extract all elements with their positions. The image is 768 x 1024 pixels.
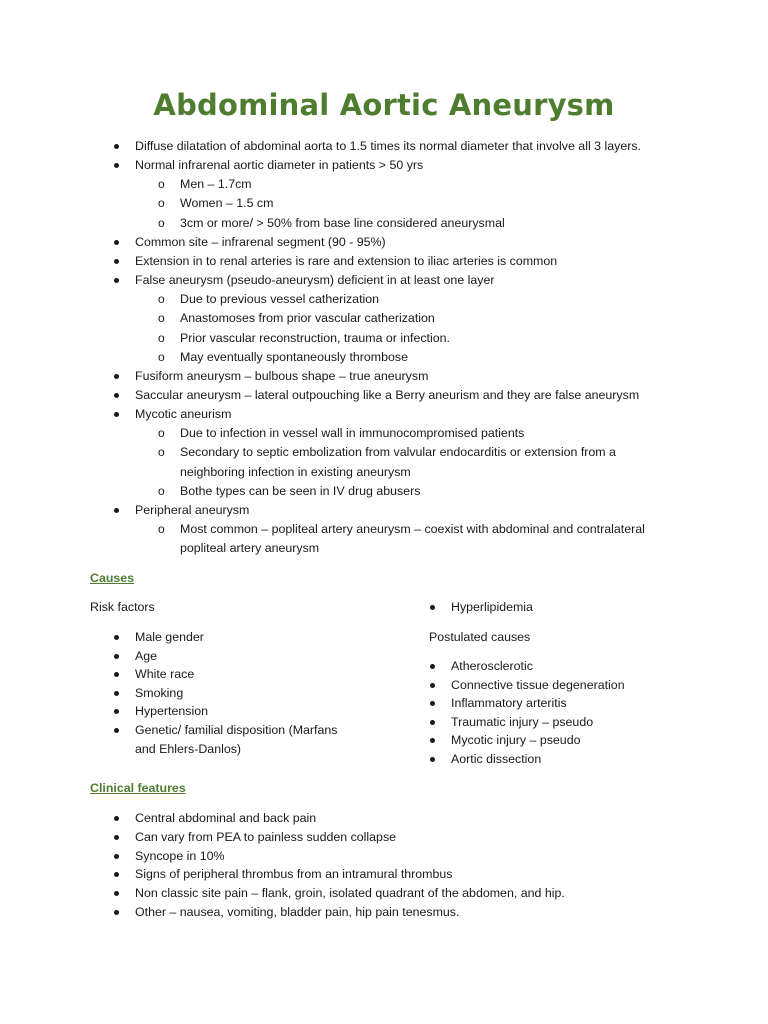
postulated-cause-item: Atherosclerotic bbox=[451, 659, 533, 673]
list-item: Extension in to renal arteries is rare and extension to iliac arteries is common bbox=[135, 253, 558, 268]
risk-factor-item: Smoking bbox=[135, 685, 184, 700]
sub-bullet-marker: o bbox=[158, 177, 165, 192]
bullet-marker bbox=[112, 847, 122, 866]
bullet-marker bbox=[112, 233, 122, 252]
bullet-marker bbox=[112, 702, 122, 721]
sub-list-item-continuation: neighboring infection in existing aneurysm bbox=[180, 464, 411, 479]
sub-list-item: Prior vascular reconstruction, trauma or infection. bbox=[180, 330, 450, 345]
sub-list-item: 3cm or more/ > 50% from base line considered aneurysmal bbox=[180, 215, 505, 230]
bullet-marker bbox=[428, 731, 438, 750]
sub-bullet-marker: o bbox=[158, 330, 165, 345]
page-title: Abdominal Aortic Aneurysm bbox=[153, 88, 615, 122]
bullet-marker bbox=[112, 828, 122, 847]
list-item: Peripheral aneurysm bbox=[135, 502, 250, 517]
sub-list-item: Women – 1.5 cm bbox=[180, 196, 274, 211]
list-item: False aneurysm (pseudo-aneurysm) deficient in at least one layer bbox=[135, 273, 495, 288]
bullet-marker bbox=[112, 137, 122, 156]
clinical-feature-item: Syncope in 10% bbox=[135, 848, 225, 863]
clinical-features-heading: Clinical features bbox=[90, 781, 186, 795]
sub-list-item: Secondary to septic embolization from valvular endocarditis or extension from a bbox=[180, 445, 616, 460]
sub-list-item: Bothe types can be seen in IV drug abusers bbox=[180, 483, 421, 498]
bullet-marker bbox=[112, 647, 122, 666]
sub-bullet-marker: o bbox=[158, 426, 165, 441]
postulated-cause-item: Aortic dissection bbox=[451, 752, 542, 766]
bullet-marker bbox=[428, 598, 438, 617]
sub-bullet-marker: o bbox=[158, 311, 165, 326]
sub-bullet-marker: o bbox=[158, 292, 165, 307]
sub-list-item: Due to infection in vessel wall in immunocompromised patients bbox=[180, 426, 525, 441]
bullet-marker bbox=[112, 156, 122, 175]
bullet-marker bbox=[112, 367, 122, 386]
bullet-marker bbox=[112, 721, 122, 740]
bullet-marker bbox=[112, 809, 122, 828]
risk-factor-item-continuation: and Ehlers-Danlos) bbox=[135, 741, 242, 756]
bullet-marker bbox=[112, 386, 122, 405]
clinical-feature-item: Central abdominal and back pain bbox=[135, 811, 317, 825]
postulated-cause-item: Traumatic injury – pseudo bbox=[451, 714, 594, 729]
bullet-marker bbox=[428, 657, 438, 676]
postulated-cause-item: Inflammatory arteritis bbox=[451, 696, 567, 711]
sub-list-item: Most common – popliteal artery aneurysm – coexist with abdominal and contralateral bbox=[180, 522, 645, 536]
bullet-marker bbox=[428, 694, 438, 713]
risk-factor-item: Hypertension bbox=[135, 704, 209, 719]
hyperlipidemia-item: Hyperlipidemia bbox=[451, 600, 533, 614]
risk-factor-item: Genetic/ familial disposition (Marfans bbox=[135, 723, 338, 737]
sub-bullet-marker: o bbox=[158, 349, 165, 364]
postulated-cause-item: Connective tissue degeneration bbox=[451, 677, 625, 692]
bullet-marker bbox=[112, 903, 122, 922]
list-item: Fusiform aneurysm – bulbous shape – true aneurysm bbox=[135, 368, 429, 383]
bullet-marker bbox=[112, 884, 122, 903]
bullet-marker bbox=[112, 271, 122, 290]
bullet-marker bbox=[428, 676, 438, 695]
sub-list-item: Due to previous vessel catherization bbox=[180, 292, 380, 307]
bullet-marker bbox=[428, 750, 438, 769]
bullet-marker bbox=[112, 501, 122, 520]
postulated-causes-label: Postulated causes bbox=[429, 630, 531, 644]
sub-list-item: Anastomoses from prior vascular catherization bbox=[180, 311, 435, 326]
clinical-feature-item: Other – nausea, vomiting, bladder pain, hip pain tenesmus. bbox=[135, 905, 460, 919]
sub-bullet-marker: o bbox=[158, 215, 165, 230]
list-item: Diffuse dilatation of abdominal aorta to 1.5 times its normal diameter that involve all 3 layers. bbox=[135, 139, 641, 153]
sub-list-item-continuation: popliteal artery aneurysm bbox=[180, 541, 320, 556]
postulated-cause-item: Mycotic injury – pseudo bbox=[451, 733, 581, 748]
bullet-marker bbox=[428, 713, 438, 732]
causes-heading: Causes bbox=[90, 571, 135, 585]
bullet-marker bbox=[112, 628, 122, 647]
clinical-feature-item: Can vary from PEA to painless sudden collapse bbox=[135, 829, 397, 844]
sub-bullet-marker: o bbox=[158, 445, 165, 460]
list-item: Mycotic aneurism bbox=[135, 407, 232, 422]
list-item: Saccular aneurysm – lateral outpouching like a Berry aneurism and they are false aneurysm bbox=[135, 387, 640, 402]
list-item: Common site – infrarenal segment (90 - 95%) bbox=[135, 234, 386, 249]
list-item: Normal infrarenal aortic diameter in patients > 50 yrs bbox=[135, 158, 424, 173]
bullet-marker bbox=[112, 665, 122, 684]
sub-bullet-marker: o bbox=[158, 483, 165, 498]
sub-bullet-marker: o bbox=[158, 522, 165, 536]
bullet-marker bbox=[112, 252, 122, 271]
risk-factors-label: Risk factors bbox=[90, 600, 155, 614]
bullet-marker bbox=[112, 684, 122, 703]
risk-factor-item: Male gender bbox=[135, 630, 204, 644]
sub-list-item: Men – 1.7cm bbox=[180, 177, 252, 192]
clinical-feature-item: Signs of peripheral thrombus from an intramural thrombus bbox=[135, 867, 453, 882]
risk-factor-item: White race bbox=[135, 667, 195, 682]
bullet-marker bbox=[112, 865, 122, 884]
sub-bullet-marker: o bbox=[158, 196, 165, 211]
bullet-marker bbox=[112, 405, 122, 424]
clinical-feature-item: Non classic site pain – flank, groin, isolated quadrant of the abdomen, and hip. bbox=[135, 886, 565, 901]
risk-factor-item: Age bbox=[135, 648, 158, 663]
sub-list-item: May eventually spontaneously thrombose bbox=[180, 349, 408, 364]
